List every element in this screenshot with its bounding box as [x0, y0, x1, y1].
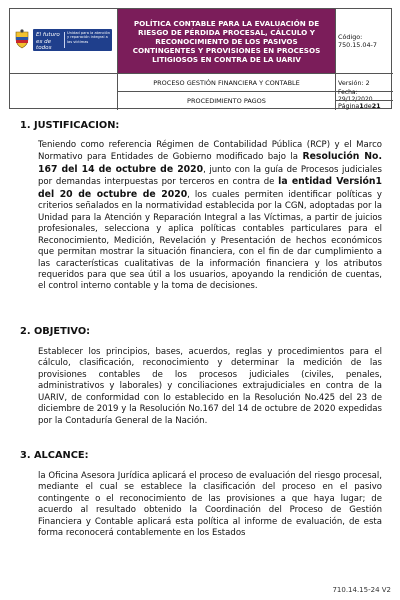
header-blank-cell	[10, 73, 118, 110]
s1-text-3: , los cuales permiten identificar políticas y criterios señalados en la normatividad establecida por la CGN, adoptadas por la Unidad para la Atención y Reparación Integral a las Víctimas, a partir de juicios profesionales, selecciona y aplica políticas contables particulares para el Reconocimiento, Medición, Revelación y Presentación de hechos económicos que permitan mostrar la situación financiera, con el fin de dar cumplimiento a las características cualitativas de la información financiera y los atributos requeridos para que sea útil a los usuarios, apoyando la rendición de cuentas, el control interno contable y la toma de decisiones.	[38, 189, 382, 292]
s1-text-2: , junto con la guía de Procesos judiciales por demandas interpuestas por terceros en contra de	[38, 164, 382, 188]
s1-bold-2: la entidad Versión1 del 20 de octubre de 2020	[38, 176, 382, 200]
page-prefix: Página	[338, 101, 360, 110]
document-title: POLÍTICA CONTABLE PARA LA EVALUACIÓN DE RIESGO DE PÉRDIDA PROCESAL, CÁLCULO Y RECONOCIMIENTO DE LOS PASIVOS CONTINGENTES Y PROVISIONES EN PROCESOS LITIGIOSOS EN CONTRA DE LA UARIV	[118, 9, 336, 73]
document-version: Versión: 2	[336, 73, 393, 91]
page-current: 1	[359, 101, 364, 110]
process-name: PROCESO GESTIÓN FINANCIERA Y CONTABLE	[118, 73, 336, 91]
logo-banner	[33, 29, 112, 51]
entity-logo	[14, 27, 114, 55]
page-total: 21	[371, 101, 381, 110]
coat-of-arms-icon	[14, 29, 30, 49]
logo-cell	[10, 9, 118, 73]
page-of: de	[363, 101, 372, 110]
document-header-table	[9, 8, 392, 109]
logo-divider	[64, 32, 65, 48]
s1-bold-1: Resolución No. 167 del 14 de octubre de 2020	[38, 151, 382, 175]
page-number	[336, 100, 393, 110]
section-3-heading: 3. ALCANCE:	[20, 450, 89, 461]
logo-entity-name: Unidad para la atención y reparación integral a las víctimas	[67, 31, 111, 44]
logo-slogan: El futuro es de todos	[36, 32, 60, 51]
section-1-paragraph	[38, 140, 382, 293]
section-2-heading: 2. OBJETIVO:	[20, 326, 91, 337]
footer-code: 710.14.15-24 V2	[332, 586, 391, 594]
document-date: Fecha: 29/12/2020	[336, 91, 393, 100]
procedure-name: PROCEDIMIENTO PAGOS	[118, 91, 336, 110]
section-1-heading: 1. JUSTIFICACION:	[20, 120, 120, 131]
section-2-paragraph: Establecer los principios, bases, acuerdos, reglas y procedimientos para el cálculo, clasificación, reconocimiento y determinar la medición de las provisiones contables de los procesos judiciales (civiles, penales, administrativos y laborales) y conciliaciones extrajudiciales en contra de la UARIV, de conformidad con lo establecido en la Resolución No.425 del 23 de diciembre de 2019 y la Resolución No.167 del 14 de octubre de 2020 expedidas por la Contaduría General de la Nación.	[38, 347, 382, 426]
section-3-paragraph: la Oficina Asesora Jurídica aplicará el proceso de evaluación del riesgo procesal, mediante el cual se establece la clasificación del proceso en el pasivo contingente o el reconocimiento de las provisiones a que haya lugar; de acuerdo al resultado obtenido la Coordinación del Proceso de Gestión Financiera y Contable aplicará esta política al informe de evaluación, de esta forma reconocerá contablemente en los Estados	[38, 471, 382, 539]
s1-text-1: Teniendo como referencia Régimen de Contabilidad Pública (RCP) y el Marco Normativo para Entidades de Gobierno modificado bajo la	[38, 140, 382, 163]
document-code: Código: 750.15.04-7	[338, 33, 377, 49]
